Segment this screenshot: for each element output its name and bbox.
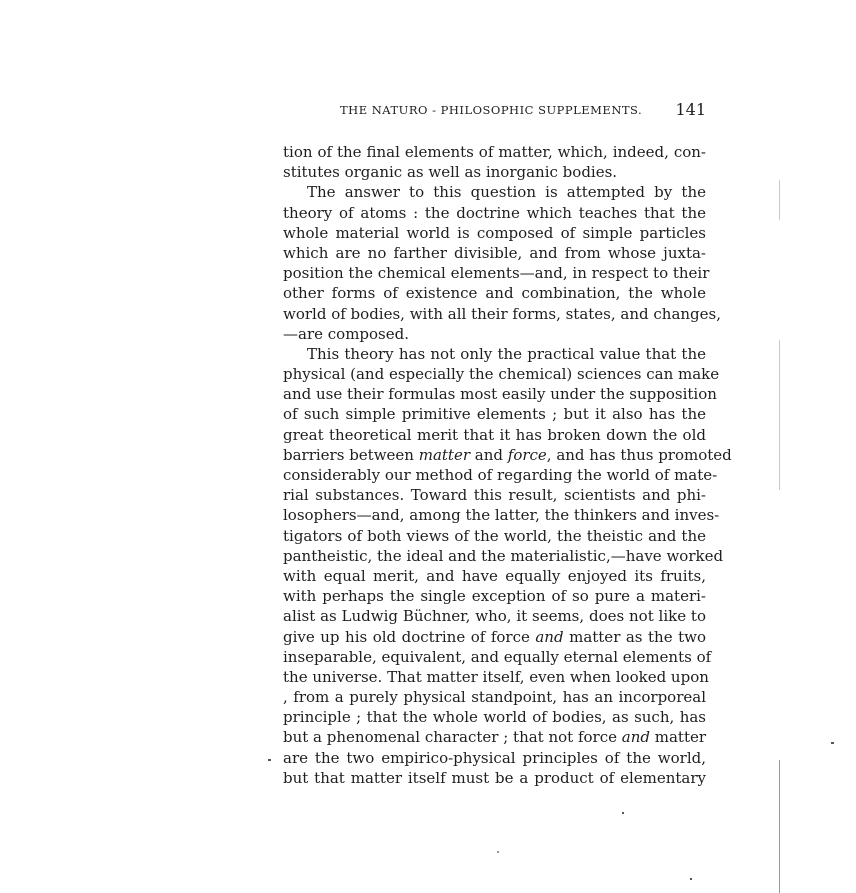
text-run: barriers between	[283, 445, 419, 464]
text-line: rial substances. Toward this result, scientists and phi-	[283, 486, 706, 505]
text-line: tigators of both views of the world, the theistic and the	[283, 526, 706, 545]
text-line: position the chemical elements—and, in respect to their	[283, 264, 710, 283]
page-number: 141	[675, 100, 706, 119]
text-line: pantheistic, the ideal and the materialistic,—have worked	[283, 546, 724, 565]
text-line	[283, 445, 732, 465]
text-run: give up his old doctrine of force	[283, 627, 536, 646]
text-line: theory of atoms : the doctrine which teaches that the	[283, 203, 706, 222]
text-line: of such simple primitive elements ; but it also has the	[283, 405, 706, 424]
text-line: with equal merit, and have equally enjoyed its fruits,	[283, 566, 706, 585]
text-line: the universe. That matter itself, even when looked upon	[283, 667, 709, 686]
scan-speck	[268, 759, 271, 761]
text-line: considerably our method of regarding the world of mate-	[283, 466, 718, 484]
scan-edge-mark	[779, 180, 780, 220]
italic-run: matter	[418, 445, 471, 464]
scan-speck	[497, 851, 499, 853]
text-run: , and has thus promoted	[546, 445, 732, 464]
scan-edge-mark	[779, 340, 780, 490]
text-line: great theoretical merit that it has broken down the old	[283, 425, 706, 444]
text-line: This theory has not only the practical value that the	[307, 344, 706, 363]
text-line: other forms of existence and combination, the whole	[283, 284, 706, 303]
running-head	[340, 100, 706, 123]
text-line: principle ; that the whole world of bodies, as such, has	[283, 708, 706, 727]
text-line: —are composed.	[283, 324, 409, 343]
text-line: are the two empirico-physical principles of the world,	[283, 748, 706, 767]
text-line: inseparable, equivalent, and equally eternal elements of	[283, 647, 712, 666]
text-line: whole material world is composed of simple particles	[283, 223, 706, 242]
text-line: tion of the final elements of matter, which, indeed, con-	[283, 143, 706, 161]
text-line: physical (and especially the chemical) sciences can make	[283, 365, 720, 384]
text-line: which are no farther divisible, and from whose juxta-	[283, 243, 706, 262]
text-line: world of bodies, with all their forms, states, and changes,	[283, 304, 722, 323]
text-line	[283, 727, 706, 747]
text-line: with perhaps the single exception of so pure a materi-	[283, 587, 706, 606]
text-line: The answer to this question is attempted by the	[307, 183, 706, 202]
italic-run: and	[621, 728, 650, 747]
text-line: , from a purely physical standpoint, has an incorporeal	[283, 688, 706, 707]
text-run: but a phenomenal character ; that not force	[283, 728, 622, 747]
text-line: and use their formulas most easily under the supposition	[283, 385, 717, 404]
text-line: but that matter itself must be a product of elementary	[283, 768, 706, 787]
text-run: matter	[650, 728, 707, 747]
text-line: losophers—and, among the latter, the thinkers and inves-	[283, 506, 720, 525]
scan-edge-mark	[779, 760, 780, 893]
text-run: matter as the two	[563, 627, 706, 646]
scan-speck	[831, 742, 834, 744]
text-run: and	[470, 445, 508, 464]
italic-run: and	[535, 627, 564, 646]
text-line	[283, 627, 706, 647]
text-line: alist as Ludwig Büchner, who, it seems, does not like to	[283, 607, 706, 626]
text-line: stitutes organic as well as inorganic bodies.	[283, 163, 618, 182]
scan-speck	[622, 812, 624, 814]
body-text	[283, 142, 732, 788]
running-title: THE NATURO - PHILOSOPHIC SUPPLEMENTS.	[340, 103, 643, 117]
scan-speck	[690, 878, 692, 880]
italic-run: force	[507, 445, 547, 464]
